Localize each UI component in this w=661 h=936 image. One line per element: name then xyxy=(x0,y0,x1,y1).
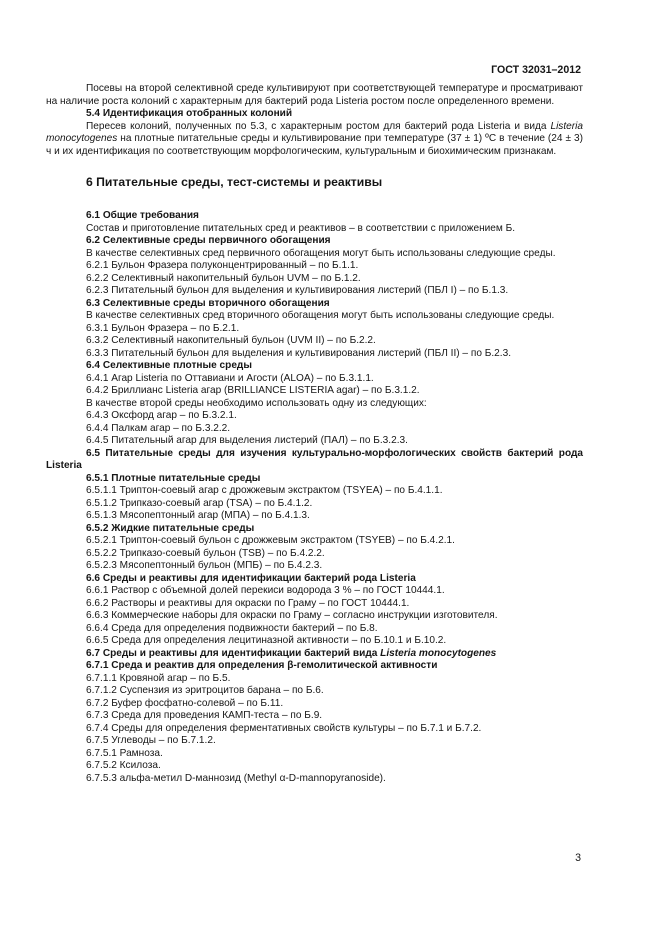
list-item: 6.5.2.2 Трипказо-соевый бульон (TSB) – по Б.4.2.2. xyxy=(86,547,325,559)
list-item: 6.7.5 Углеводы – по Б.7.1.2. xyxy=(86,735,216,746)
list-item: 6.7.5.1 Рамноза. xyxy=(86,747,163,759)
standard-header: ГОСТ 32031–2012 xyxy=(491,64,581,76)
page-number: 3 xyxy=(575,852,581,864)
list-item: 6.6.3 Коммерческие наборы для окраски по Граму – согласно инструкции изготовителя. xyxy=(86,610,498,621)
heading-5-4: 5.4 Идентификация отобранных колоний xyxy=(86,108,293,119)
heading-6-3: 6.3 Селективные среды вторичного обогащения xyxy=(86,297,330,309)
list-item: 6.7.5.2 Ксилоза. xyxy=(86,760,161,771)
paragraph-5-4-part-a: Пересев колоний, полученных по 5.3, с характерным ростом для бактерий рода Listeria и вида xyxy=(86,120,551,132)
text-6-3: В качестве селективных сред вторичного обогащения могут быть использованы следующие среды. xyxy=(86,310,555,321)
text-6-2: В качестве селективных сред первичного обогащения могут быть использованы следующие среды. xyxy=(86,247,556,259)
list-item: 6.7.1.1 Кровяной агар – по Б.5. xyxy=(86,672,231,684)
list-item: 6.4.4 Палкам агар – по Б.3.2.2. xyxy=(86,422,231,434)
list-item: 6.7.2 Буфер фосфатно-солевой – по Б.11. xyxy=(86,697,284,709)
list-item: 6.6.4 Среда для определения подвижности бактерий – по Б.8. xyxy=(86,622,378,634)
list-item: 6.5.1.1 Триптон-соевый агар с дрожжевым экстрактом (TSYEA) – по Б.4.1.1. xyxy=(86,485,443,496)
list-item: 6.3.1 Бульон Фразера – по Б.2.1. xyxy=(86,322,240,334)
heading-6-6: 6.6 Среды и реактивы для идентификации бактерий рода Listeria xyxy=(86,572,416,584)
list-item: 6.7.1.2 Суспензия из эритроцитов барана – по Б.6. xyxy=(86,685,324,696)
list-item: В качестве второй среды необходимо использовать одну из следующих: xyxy=(86,397,427,409)
list-item: 6.5.2.1 Триптон-соевый бульон с дрожжевым экстрактом (TSYEB) – по Б.4.2.1. xyxy=(86,535,455,546)
list-item: 6.4.1 Агар Listeria по Оттавиани и Агости (ALOA) – по Б.3.1.1. xyxy=(86,372,374,384)
paragraph-5-4 xyxy=(46,121,583,159)
heading-6-7 xyxy=(46,648,583,661)
heading-6-5-1: 6.5.1 Плотные питательные среды xyxy=(86,472,261,484)
intro-paragraph: Посевы на второй селективной среде культивируют при соответствующей температуре и просматривают на наличие роста колоний с характерным для бактерий рода Listeria ростом после определенного времени. xyxy=(46,83,583,107)
list-item: 6.7.5.3 альфа-метил D-маннозид (Methyl α-D-mannopyranoside). xyxy=(86,772,386,784)
list-item: 6.5.1.3 Мясопептонный агар (МПА) – по Б.4.1.3. xyxy=(86,510,310,521)
list-item: 6.6.1 Раствор с объемной долей перекиси водорода 3 % – по ГОСТ 10444.1. xyxy=(86,585,445,596)
list-item: 6.4.5 Питательный агар для выделения листерий (ПАЛ) – по Б.3.2.3. xyxy=(86,435,408,446)
document-body xyxy=(46,83,583,785)
list-item: 6.2.2 Селективный накопительный бульон UVM – по Б.1.2. xyxy=(86,272,361,284)
list-item: 6.5.2.3 Мясопептонный бульон (МПБ) – по Б.4.2.3. xyxy=(86,560,323,571)
heading-6-2: 6.2 Селективные среды первичного обогащения xyxy=(86,235,331,246)
section-6-title: 6 Питательные среды, тест-системы и реактивы xyxy=(86,175,383,189)
list-item: 6.3.2 Селективный накопительный бульон (UVM II) – по Б.2.2. xyxy=(86,335,376,346)
heading-6-7-1: 6.7.1 Среда и реактив для определения β-гемолитической активности xyxy=(86,660,438,671)
paragraph-5-4-part-b: на плотные питательные среды и культивирование при температуре (37 ± 1) ºC в течение (24 ± 3) ч и их идентификация по соответствующим морфологическим, культуральным и биохимическим признакам. xyxy=(46,133,583,157)
list-item: 6.4.3 Оксфорд агар – по Б.3.2.1. xyxy=(86,410,237,421)
list-item: 6.6.5 Среда для определения лецитиназной активности – по Б.10.1 и Б.10.2. xyxy=(86,635,447,646)
list-item: 6.5.1.2 Трипказо-соевый агар (TSA) – по Б.4.1.2. xyxy=(86,497,313,509)
list-item: 6.2.3 Питательный бульон для выделения и культивирования листерий (ПБЛ I) – по Б.1.3. xyxy=(86,285,509,296)
heading-6-5: 6.5 Питательные среды для изучения культурально-морфологических свойств бактерий рода Listeria xyxy=(46,447,583,471)
heading-6-7-text: 6.7 Среды и реактивы для идентификации бактерий вида xyxy=(86,647,381,659)
list-item: 6.3.3 Питательный бульон для выделения и культивирования листерий (ПБЛ II) – по Б.2.3. xyxy=(86,347,511,359)
text-6-1: Состав и приготовление питательных сред и реактивов – в соответствии с приложением Б. xyxy=(86,222,516,234)
heading-6-7-species: Listeria monocytogenes xyxy=(380,647,497,659)
heading-6-4: 6.4 Селективные плотные среды xyxy=(86,360,252,371)
list-item: 6.6.2 Растворы и реактивы для окраски по Граму – по ГОСТ 10444.1. xyxy=(86,597,410,609)
list-item: 6.7.4 Среды для определения ферментативных свойств культуры – по Б.7.1 и Б.7.2. xyxy=(86,722,482,734)
list-item: 6.7.3 Среда для проведения КАМП-теста – по Б.9. xyxy=(86,710,323,721)
heading-6-5-2: 6.5.2 Жидкие питательные среды xyxy=(86,522,255,534)
species-name: Listeria monocytogenes xyxy=(46,120,583,144)
heading-6-1: 6.1 Общие требования xyxy=(86,210,199,221)
list-item: 6.2.1 Бульон Фразера полуконцентрированный – по Б.1.1. xyxy=(86,260,359,271)
list-item: 6.4.2 Бриллианс Listeria агар (BRILLIANCE LISTERIA agar) – по Б.3.1.2. xyxy=(86,385,420,396)
